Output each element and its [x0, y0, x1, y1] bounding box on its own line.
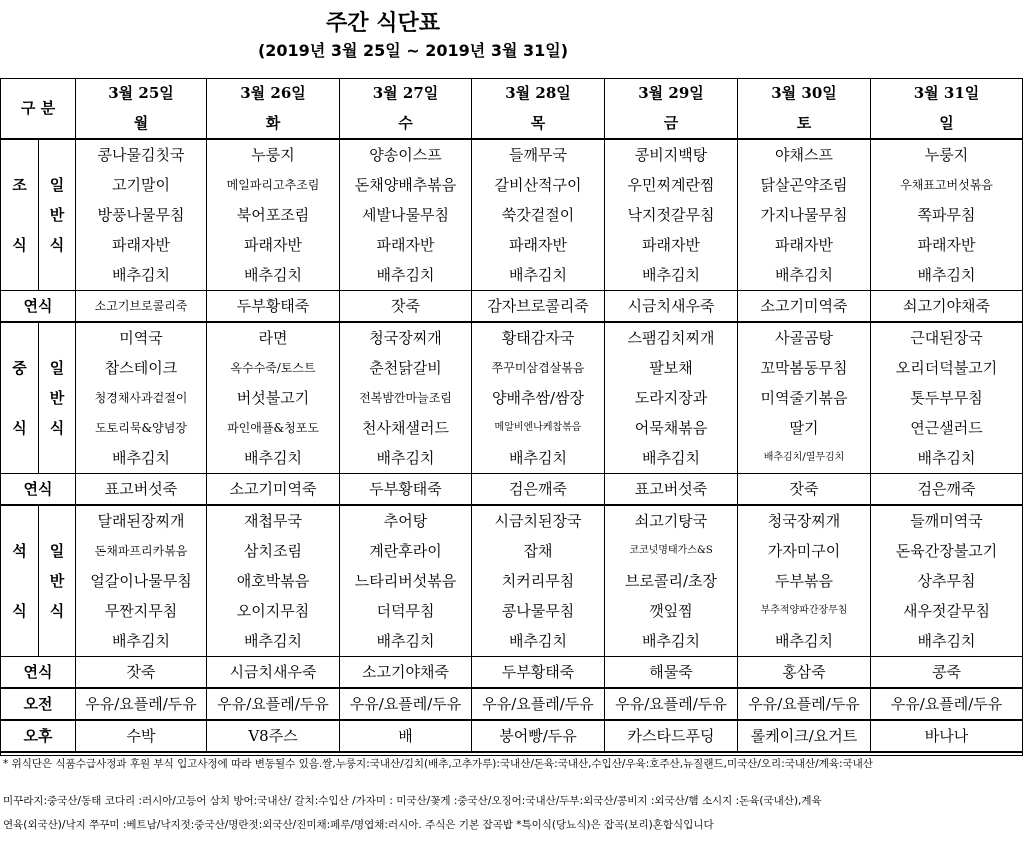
- menu-item: 더덕무침: [340, 596, 472, 626]
- menu-item: 삼치조림: [207, 536, 340, 566]
- day-header: 목: [472, 108, 605, 139]
- soft-diet-item: 소고기야채죽: [340, 657, 472, 689]
- lunch-meal-label: [1, 322, 39, 474]
- notes: [0, 757, 1020, 832]
- menu-item: 파인애플&청포도: [207, 413, 340, 443]
- snack_pm-label: 오후: [1, 720, 76, 752]
- snack-item: 수박: [76, 720, 207, 752]
- menu-item: 갈비산적구이: [472, 170, 605, 200]
- menu-item: 오이지무침: [207, 596, 340, 626]
- soft-diet-item: 두부황태죽: [207, 291, 340, 323]
- menu-item: 쇠고기탕국: [605, 505, 738, 536]
- sub-char: 일: [49, 542, 65, 560]
- menu-item: 쭈꾸미삼겹살볶음: [472, 353, 605, 383]
- menu-item: 들깨무국: [472, 139, 605, 170]
- soft-diet-item: 소고기브로콜리죽: [76, 291, 207, 323]
- menu-item: 배추김치: [605, 260, 738, 291]
- date-header: 3월 28일: [472, 78, 605, 108]
- menu-item: 세발나물무침: [340, 200, 472, 230]
- soft-diet-item: 표고버섯죽: [605, 474, 738, 506]
- menu-item: 도토리묵&양념장: [76, 413, 207, 443]
- menu-item: 우민찌계란찜: [605, 170, 738, 200]
- sub-char: 일: [49, 359, 65, 377]
- menu-item: 배추김치: [472, 443, 605, 474]
- menu-item: 파래자반: [871, 230, 1023, 260]
- lunch-soft-label: 연식: [1, 474, 76, 506]
- menu-item: 배추김치: [871, 443, 1023, 474]
- breakfast-sub-label: [39, 139, 76, 291]
- menu-item: 깻잎찜: [605, 596, 738, 626]
- day-header: 일: [871, 108, 1023, 139]
- gubun-label: 구 분: [1, 78, 76, 139]
- meal-char: 식: [12, 602, 27, 620]
- menu-item: 배추김치: [207, 626, 340, 657]
- snack-item: 롤케이크/요거트: [738, 720, 871, 752]
- menu-item: 쑥갓겉절이: [472, 200, 605, 230]
- menu-item: 코코넛명태가스&S: [605, 536, 738, 566]
- menu-item: 도라지장과: [605, 383, 738, 413]
- menu-item: 브로콜리/초장: [605, 566, 738, 596]
- menu-item: 북어포조림: [207, 200, 340, 230]
- menu-item: 미역줄기볶음: [738, 383, 871, 413]
- meal-char: 석: [12, 542, 27, 560]
- menu-item: 청국장찌개: [340, 322, 472, 353]
- soft-diet-item: 홍삼죽: [738, 657, 871, 689]
- snack-item: 붕어빵/두유: [472, 720, 605, 752]
- menu-item: 배추김치: [738, 260, 871, 291]
- soft-diet-item: 시금치새우죽: [605, 291, 738, 323]
- menu-item: 누룽지: [871, 139, 1023, 170]
- menu-item: 무짠지무침: [76, 596, 207, 626]
- menu-item: 닭살곤약조림: [738, 170, 871, 200]
- day-header: 토: [738, 108, 871, 139]
- menu-item: 얼갈이나물무침: [76, 566, 207, 596]
- menu-item: 근대된장국: [871, 322, 1023, 353]
- menu-item: 돈육간장불고기: [871, 536, 1023, 566]
- snack-item: 우유/요플레/두유: [871, 688, 1023, 720]
- menu-item: 낙지젓갈무침: [605, 200, 738, 230]
- menu-item: 배추김치: [472, 626, 605, 657]
- sub-char: 반: [49, 389, 65, 407]
- menu-item: 돈채양배추볶음: [340, 170, 472, 200]
- date-range: (2019년 3월 25일 ~ 2019년 3월 31일): [257, 41, 569, 60]
- menu-item: 청국장찌개: [738, 505, 871, 536]
- menu-item: 배추김치: [340, 443, 472, 474]
- menu-item: 느타리버섯볶음: [340, 566, 472, 596]
- dinner-soft-label: 연식: [1, 657, 76, 689]
- menu-item: 돈채파프리카볶음: [76, 536, 207, 566]
- snack-item: V8주스: [207, 720, 340, 752]
- menu-item: 배추김치: [76, 626, 207, 657]
- snack-item: 우유/요플레/두유: [605, 688, 738, 720]
- menu-item: 콩나물무침: [472, 596, 605, 626]
- menu-item: 계란후라이: [340, 536, 472, 566]
- menu-item: 스팸김치찌개: [605, 322, 738, 353]
- menu-item: 새우젓갈무침: [871, 596, 1023, 626]
- snack-item: 바나나: [871, 720, 1023, 752]
- menu-item: 파래자반: [340, 230, 472, 260]
- menu-item: 오리더덕불고기: [871, 353, 1023, 383]
- menu-item: 황태감자국: [472, 322, 605, 353]
- menu-item: 시금치된장국: [472, 505, 605, 536]
- menu-item: 고기말이: [76, 170, 207, 200]
- menu-item: 상추무침: [871, 566, 1023, 596]
- menu-item: 파래자반: [472, 230, 605, 260]
- menu-item: 파래자반: [76, 230, 207, 260]
- dinner-meal-label: [1, 505, 39, 657]
- soft-diet-item: 잣죽: [738, 474, 871, 506]
- menu-item: 배추김치/열무김치: [738, 443, 871, 474]
- soft-diet-item: 감자브로콜리죽: [472, 291, 605, 323]
- snack-item: 우유/요플레/두유: [207, 688, 340, 720]
- menu-item: 방풍나물무침: [76, 200, 207, 230]
- date-header: 3월 27일: [340, 78, 472, 108]
- snack-item: 카스타드푸딩: [605, 720, 738, 752]
- menu-item: 잡채: [472, 536, 605, 566]
- breakfast-meal-label: [1, 139, 39, 291]
- snack-item: 우유/요플레/두유: [340, 688, 472, 720]
- menu-item: 배추김치: [340, 626, 472, 657]
- day-header: 금: [605, 108, 738, 139]
- menu-item: 팔보채: [605, 353, 738, 383]
- date-header: 3월 25일: [76, 78, 207, 108]
- day-header: 화: [207, 108, 340, 139]
- meal-char: 식: [12, 419, 27, 437]
- menu-item: 꼬막봄동무침: [738, 353, 871, 383]
- sub-char: 반: [49, 206, 65, 224]
- menu-item: 청경채사과겉절이: [76, 383, 207, 413]
- date-header: 3월 31일: [871, 78, 1023, 108]
- day-header: 월: [76, 108, 207, 139]
- menu-item: 가자미구이: [738, 536, 871, 566]
- menu-item: 연근샐러드: [871, 413, 1023, 443]
- meal-char: 조: [12, 176, 27, 194]
- menu-item: 미역국: [76, 322, 207, 353]
- menu-item: 재첩무국: [207, 505, 340, 536]
- menu-item: 배추김치: [605, 626, 738, 657]
- snack-item: 우유/요플레/두유: [76, 688, 207, 720]
- menu-item: 딸기: [738, 413, 871, 443]
- date-header: 3월 30일: [738, 78, 871, 108]
- soft-diet-item: 해물죽: [605, 657, 738, 689]
- soft-diet-item: 소고기미역죽: [738, 291, 871, 323]
- menu-item: 양송이스프: [340, 139, 472, 170]
- note-line-1: * 위식단은 식품수급사정과 후원 부식 입고사정에 따라 변동될수 있음.쌀,누룽지:국내산/김치(배추,고추가루):국내산/돈육:국내산,수입산/우육:호주산,뉴질랜드,미국산/오리:국내산/계육:국내산: [3, 758, 873, 770]
- soft-diet-item: 소고기미역죽: [207, 474, 340, 506]
- menu-item: 애호박볶음: [207, 566, 340, 596]
- snack-item: 배: [340, 720, 472, 752]
- soft-diet-item: 시금치새우죽: [207, 657, 340, 689]
- note-line-3: 연육(외국산)/낙지 쭈꾸미 :베트남/낙지젓:중국산/명란젓:외국산/진미채:페루/명엽채:러시아. 주식은 기본 잡곡밥 *특이식(당뇨식)은 잡곡(보리)혼합식입니다: [3, 819, 714, 831]
- date-header: 3월 26일: [207, 78, 340, 108]
- menu-item: 야채스프: [738, 139, 871, 170]
- sub-char: 식: [49, 419, 65, 437]
- menu-item: 배추김치: [340, 260, 472, 291]
- menu-item: 파래자반: [738, 230, 871, 260]
- snack-item: 우유/요플레/두유: [738, 688, 871, 720]
- menu-item: 배추김치: [76, 260, 207, 291]
- snack-item: 우유/요플레/두유: [472, 688, 605, 720]
- menu-item: 어묵채볶음: [605, 413, 738, 443]
- breakfast-soft-label: 연식: [1, 291, 76, 323]
- menu-item: 콩비지백탕: [605, 139, 738, 170]
- menu-item: 우채표고버섯볶음: [871, 170, 1023, 200]
- soft-diet-item: 두부황태죽: [472, 657, 605, 689]
- menu-item: 버섯불고기: [207, 383, 340, 413]
- menu-item: 가지나물무침: [738, 200, 871, 230]
- menu-item: 들깨미역국: [871, 505, 1023, 536]
- meal-char: 식: [12, 236, 27, 254]
- menu-item: 전복밤깐마늘조림: [340, 383, 472, 413]
- page-title: 주간 식단표: [326, 11, 440, 36]
- menu-item: 배추김치: [738, 626, 871, 657]
- menu-item: 메일파리고추조림: [207, 170, 340, 200]
- dinner-sub-label: [39, 505, 76, 657]
- sub-char: 반: [49, 572, 65, 590]
- snack_am-label: 오전: [1, 688, 76, 720]
- menu-item: 두부볶음: [738, 566, 871, 596]
- menu-item: 부추적양파간장무침: [738, 596, 871, 626]
- menu-item: 메알비엔나케찹볶음: [472, 413, 605, 443]
- menu-item: 찹스테이크: [76, 353, 207, 383]
- menu-item: 톳두부무침: [871, 383, 1023, 413]
- menu-item: 추어탕: [340, 505, 472, 536]
- menu-item: 춘천닭갈비: [340, 353, 472, 383]
- menu-item: 천사채샐러드: [340, 413, 472, 443]
- soft-diet-item: 검은깨죽: [871, 474, 1023, 506]
- menu-item: 콩나물김칫국: [76, 139, 207, 170]
- menu-item: 배추김치: [76, 443, 207, 474]
- sub-char: 일: [49, 176, 65, 194]
- soft-diet-item: 쇠고기야채죽: [871, 291, 1023, 323]
- soft-diet-item: 검은깨죽: [472, 474, 605, 506]
- meal-table: [0, 78, 1023, 753]
- menu-item: 배추김치: [605, 443, 738, 474]
- menu-item: 옥수수죽/토스트: [207, 353, 340, 383]
- date-header: 3월 29일: [605, 78, 738, 108]
- menu-item: 배추김치: [207, 443, 340, 474]
- soft-diet-item: 두부황태죽: [340, 474, 472, 506]
- menu-item: 사골곰탕: [738, 322, 871, 353]
- menu-item: 달래된장찌개: [76, 505, 207, 536]
- menu-item: 배추김치: [207, 260, 340, 291]
- menu-item: 배추김치: [871, 626, 1023, 657]
- menu-item: 파래자반: [207, 230, 340, 260]
- menu-item: 양배추쌈/쌈장: [472, 383, 605, 413]
- soft-diet-item: 표고버섯죽: [76, 474, 207, 506]
- menu-item: 배추김치: [472, 260, 605, 291]
- menu-item: 배추김치: [871, 260, 1023, 291]
- note-line-2: 미꾸라지:중국산/동태 코다리 :러시아/고등어 삼치 방어:국내산/ 갈치:수입산 /가자미 : 미국산/꽃게 :중국산/오징어:국내산/두부:외국산/콩비지 :외국산/햄 소시지 :돈육(국내산),계육: [3, 795, 822, 807]
- lunch-sub-label: [39, 322, 76, 474]
- menu-item: 누룽지: [207, 139, 340, 170]
- soft-diet-item: 잣죽: [340, 291, 472, 323]
- day-header: 수: [340, 108, 472, 139]
- soft-diet-item: 콩죽: [871, 657, 1023, 689]
- menu-item: 라면: [207, 322, 340, 353]
- menu-item: 쪽파무침: [871, 200, 1023, 230]
- sub-char: 식: [49, 602, 65, 620]
- menu-item: 파래자반: [605, 230, 738, 260]
- sub-char: 식: [49, 236, 65, 254]
- menu-item: 치커리무침: [472, 566, 605, 596]
- soft-diet-item: 잣죽: [76, 657, 207, 689]
- meal-char: 중: [12, 359, 27, 377]
